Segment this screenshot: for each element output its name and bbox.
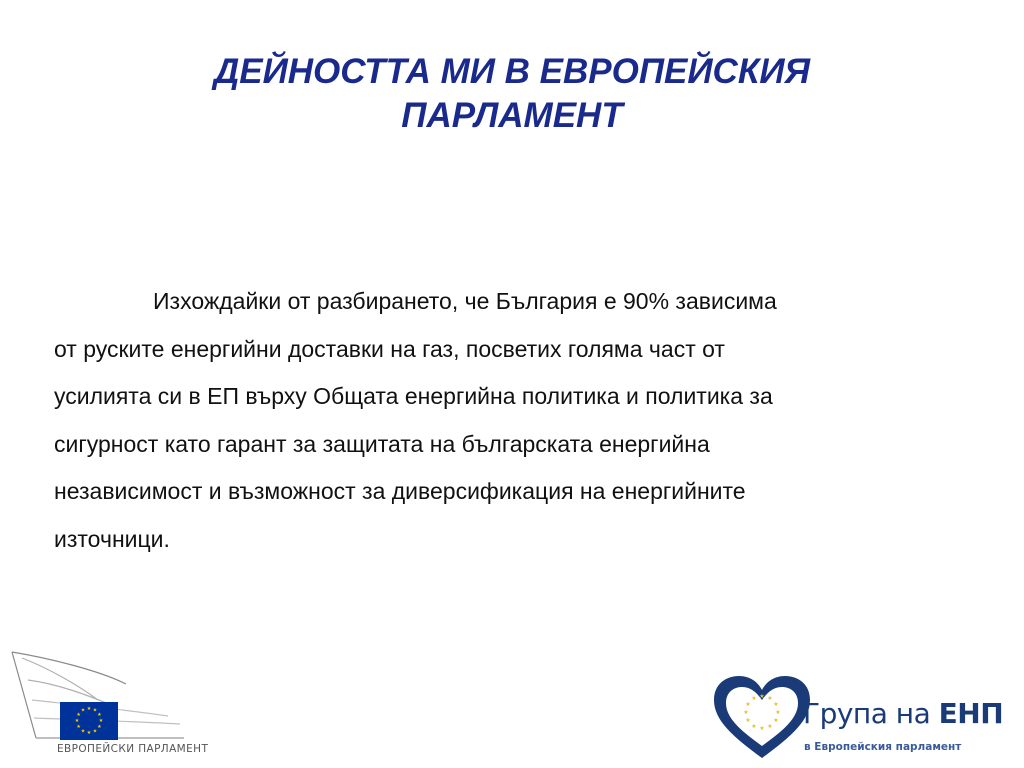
- svg-text:★: ★: [745, 717, 751, 724]
- svg-text:★: ★: [92, 707, 98, 714]
- body-line-4: сигурност като гарант за защитата на българската енергийна: [54, 430, 710, 457]
- svg-text:★: ★: [759, 693, 765, 700]
- title-line-2: ПАРЛАМЕНТ: [401, 96, 623, 135]
- svg-text:★: ★: [743, 709, 749, 716]
- svg-text:★: ★: [751, 695, 757, 702]
- svg-text:★: ★: [767, 723, 773, 730]
- epp-heart-logo: [712, 672, 812, 762]
- svg-text:★: ★: [80, 707, 86, 714]
- epp-group-name: [803, 697, 1003, 730]
- epp-group-subtitle: в Европейския парламент: [804, 741, 962, 753]
- svg-text:★: ★: [86, 706, 92, 712]
- slide-title: [120, 50, 904, 138]
- svg-text:★: ★: [773, 701, 779, 708]
- svg-text:★: ★: [80, 728, 86, 735]
- svg-text:★: ★: [751, 723, 757, 730]
- body-line-2: от руските енергийни доставки на газ, посветих голяма част от: [54, 335, 725, 362]
- svg-text:★: ★: [92, 728, 98, 735]
- body-paragraph: [54, 278, 974, 563]
- svg-text:★: ★: [74, 718, 80, 724]
- body-line-6: източници.: [54, 525, 170, 552]
- svg-text:★: ★: [773, 717, 779, 724]
- body-line-1: Изхождайки от разбирането, че България е 90% зависима: [153, 288, 777, 314]
- body-line-5: независимост и възможност за диверсификация на енергийните: [54, 478, 746, 504]
- svg-text:★: ★: [76, 712, 81, 718]
- eu-flag-icon: [60, 702, 118, 740]
- svg-text:★: ★: [97, 712, 102, 718]
- body-line-3: усилията си в ЕП върху Общата енергийна политика и политика за: [54, 383, 773, 409]
- svg-text:★: ★: [759, 725, 765, 732]
- svg-text:★: ★: [745, 701, 751, 708]
- svg-text:★: ★: [98, 718, 104, 724]
- svg-text:★: ★: [767, 695, 773, 702]
- epp-name-abbr: ЕНП: [938, 697, 1004, 730]
- svg-text:★: ★: [76, 724, 81, 730]
- svg-text:★: ★: [86, 730, 92, 736]
- epp-name-prefix: Група на: [803, 697, 939, 730]
- svg-text:★: ★: [775, 709, 781, 716]
- title-line-1: ДЕЙНОСТТА МИ В ЕВРОПЕЙСКИЯ: [213, 52, 811, 91]
- ep-logo-label: ЕВРОПЕЙСКИ ПАРЛАМЕНТ: [57, 743, 209, 755]
- svg-text:★: ★: [97, 724, 102, 730]
